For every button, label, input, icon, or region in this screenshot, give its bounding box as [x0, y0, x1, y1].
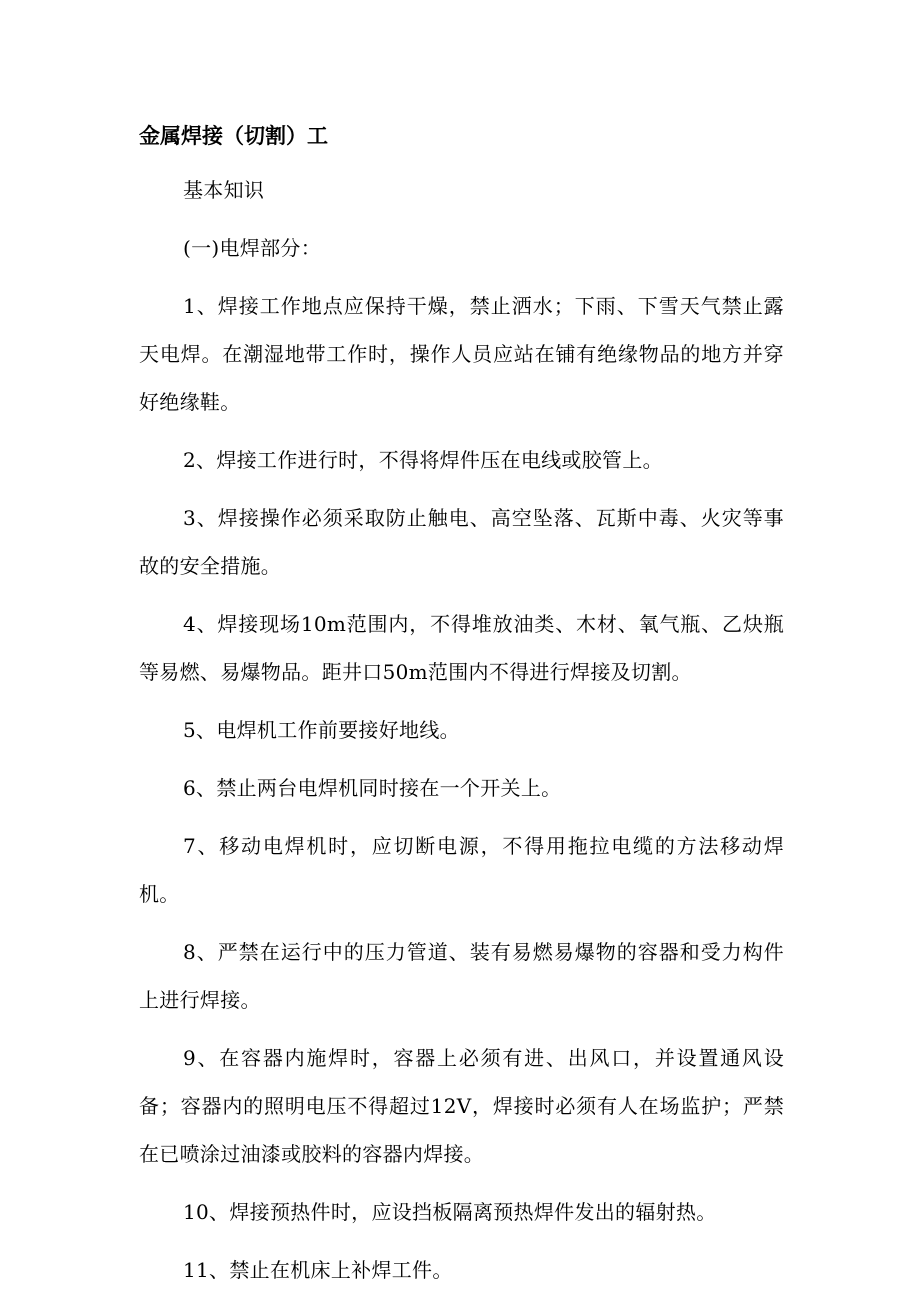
rule-paragraph-4: 4、焊接现场10m范围内，不得堆放油类、木材、氧气瓶、乙炔瓶等易燃、易爆物品。距井口50m范围内不得进行焊接及切割。	[139, 612, 784, 684]
rule-paragraph-1: 1、焊接工作地点应保持干燥，禁止洒水；下雨、下雪天气禁止露天电焊。在潮湿地带工作时，操作人员应站在铺有绝缘物品的地方并穿好绝缘鞋。	[139, 294, 784, 414]
rule-paragraph-8: 8、严禁在运行中的压力管道、装有易燃易爆物的容器和受力构件上进行焊接。	[139, 940, 784, 1012]
section-heading-basic-knowledge: 基本知识	[183, 178, 265, 202]
rule-paragraph-6: 6、禁止两台电焊机同时接在一个开关上。	[183, 776, 562, 800]
rule-paragraph-7: 7、移动电焊机时，应切断电源，不得用拖拉电缆的方法移动焊机。	[139, 834, 784, 906]
document-body	[139, 166, 784, 1294]
rule-paragraph-9: 9、在容器内施焊时，容器上必须有进、出风口，并设置通风设备；容器内的照明电压不得超过12V，焊接时必须有人在场监护；严禁在已喷涂过油漆或胶料的容器内焊接。	[139, 1046, 784, 1166]
document-title: 金属焊接（切割）工	[139, 124, 328, 148]
rule-paragraph-11: 11、禁止在机床上补焊工件。	[183, 1258, 453, 1282]
rule-paragraph-2: 2、焊接工作进行时，不得将焊件压在电线或胶管上。	[183, 448, 663, 472]
rule-paragraph-10: 10、焊接预热件时，应设挡板隔离预热焊件发出的辐射热。	[183, 1200, 717, 1224]
rule-paragraph-3: 3、焊接操作必须采取防止触电、高空坠落、瓦斯中毒、火灾等事故的安全措施。	[139, 506, 784, 578]
subsection-heading-electric-welding: (一)电焊部分：	[183, 236, 322, 260]
rule-paragraph-5: 5、电焊机工作前要接好地线。	[183, 718, 460, 742]
